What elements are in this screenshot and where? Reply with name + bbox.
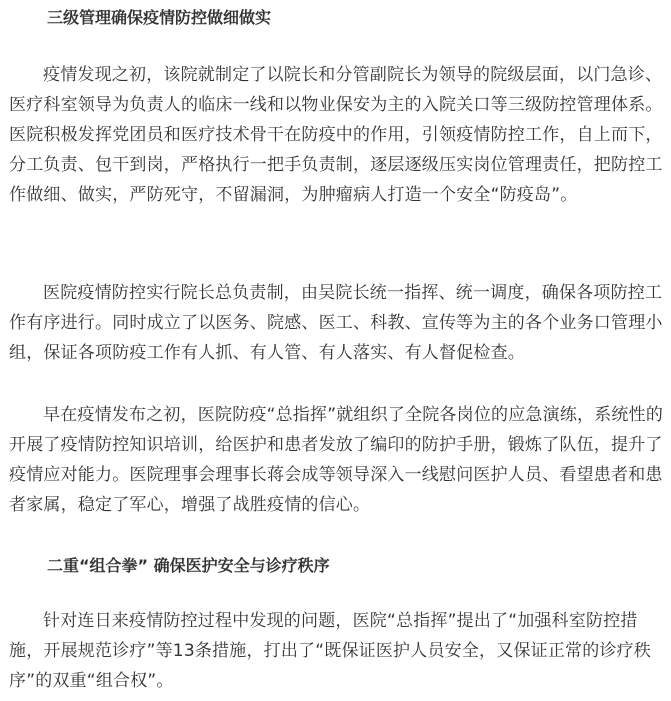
paragraph-thirteen-measures: 针对连日来疫情防控过程中发现的问题，医院“总指挥”提出了“加强科室防控措施，开展规范诊疗”等13条措施，打出了“既保证医护人员安全，又保证正常的诊疗秩序”的双重“组合权”。	[9, 611, 652, 691]
paragraph-emergency-drill: 早在疫情发布之初，医院防疫“总指挥”就组织了全院各岗位的应急演练，系统性的开展了疫情防控知识培训，给医护和患者发放了编印的防护手册，锻炼了队伍，提升了疫情应对能力。医院理事会理事长蒋会成等领导深入一线慰问医护人员、看望患者和患者家属，稳定了军心，增强了战胜疫情的信心。	[9, 405, 664, 515]
paragraph-director-responsibility: 医院疫情防控实行院长总负责制，由吴院长统一指挥、统一调度，确保各项防控工作有序进行。同时成立了以医务、院感、医工、科教、宣传等为主的各个业务口管理小组，保证各项防疫工作有人抓、有人管、有人落实、有人督促检查。	[9, 283, 663, 363]
paragraph-management-system: 疫情发现之初，该院就制定了以院长和分管副院长为领导的院级层面，以门急诊、医疗科室领导为负责人的临床一线和以物业保安为主的入院关口等三级防控管理体系。医院积极发挥党团员和医疗技术骨干在防疫中的作用，引领疫情防控工作，自上而下，分工负责、包干到岗，严格执行一把手负责制，逐层逐级压实岗位管理责任，把防控工作做细、做实，严防死守，不留漏洞，为肿瘤病人打造一个安全“防疫岛”。	[9, 65, 663, 205]
section-heading-three-level-management: 三级管理确保疫情防控做细做实	[47, 8, 272, 27]
section-heading-combination-punch: 二重“组合拳” 确保医护安全与诊疗秩序	[47, 556, 330, 575]
